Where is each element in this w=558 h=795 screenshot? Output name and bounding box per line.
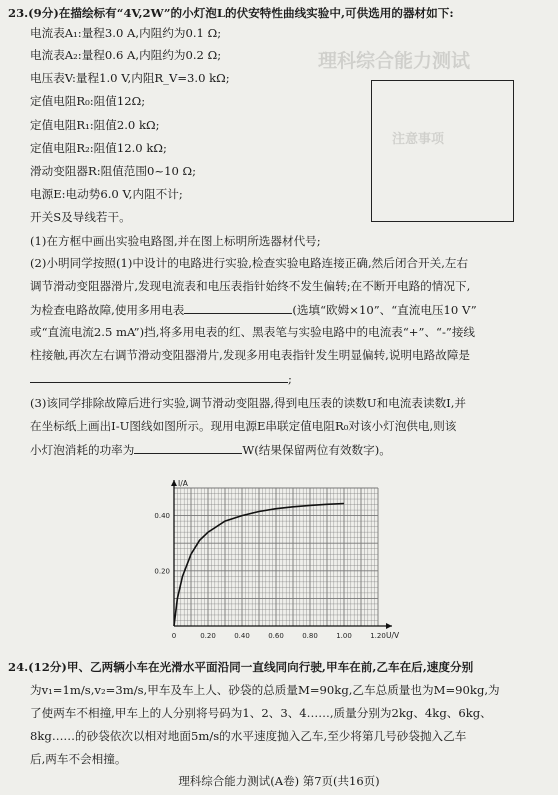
- x-tick-label: 0.40: [234, 632, 250, 640]
- q24-line3: 了使两车不相撞,甲车上的人分别将号码为1、2、3、4……,质量分别为2kg、4kg、6kg、: [30, 706, 492, 720]
- x-axis-arrow: [386, 623, 392, 629]
- q23-part2-line2: 调节滑动变阻器滑片,发现电流表和电压表指针始终不发生偏转;在不断开电路的情况下,: [30, 279, 471, 293]
- q24-line5: 后,两车不会相撞。: [30, 752, 127, 766]
- q23-part2-line3-tail: (选填“欧姆×10”、“直流电压10 V”: [292, 303, 477, 317]
- q23-part2-line5: 柱接触,再次左右调节滑动变阻器滑片,发现多用电表指针发生明显偏转,说明电路故障是: [30, 348, 471, 362]
- bleed-through-title: 理科综合能力测试: [318, 50, 471, 72]
- x-tick-label: 0: [171, 632, 177, 640]
- q23-part3-line3-tail: W(结果保留两位有效数字)。: [242, 443, 391, 457]
- q23-item-7: 滑动变阻器R:阻值范围0~10 Ω;: [30, 164, 197, 178]
- circuit-diagram-box[interactable]: [371, 80, 514, 222]
- q24-line1: 24.(12分)甲、乙两辆小车在光滑水平面沿同一直线同向行驶,甲车在前,乙车在后,速度分别: [8, 660, 474, 674]
- q23-item-4: 定值电阻R₀:阻值12Ω;: [30, 94, 146, 108]
- iu-curve-chart: [140, 474, 400, 654]
- y-axis-arrow: [171, 480, 177, 486]
- x-axis-label: U/V: [386, 631, 400, 640]
- y-axis-label: I/A: [178, 479, 188, 488]
- q23-part3-line3-text: 小灯泡消耗的功率为: [30, 443, 135, 457]
- x-tick-label: 0.80: [302, 632, 318, 640]
- q23-item-3: 电压表V:量程1.0 V,内阻R_V=3.0 kΩ;: [30, 71, 230, 85]
- q23-part2-line1: (2)小明同学按照(1)中设计的电路进行实验,检查实验电路连接正确,然后闭合开关,左右: [30, 256, 469, 270]
- y-tick-label: 0.20: [154, 567, 170, 576]
- q23-part3-line3: [30, 442, 391, 458]
- answer-blank-meter-setting[interactable]: [184, 302, 292, 314]
- x-tick-label: 0.60: [268, 632, 284, 640]
- q23-part2-end: ;: [288, 372, 292, 386]
- x-tick-label: 1.00: [336, 632, 352, 640]
- q23-header: 23.(9分)在描绘标有“4V,2W”的小灯泡L的伏安特性曲线实验中,可供选用的器材如下:: [8, 6, 454, 20]
- q23-item-5: 定值电阻R₁:阻值2.0 kΩ;: [30, 118, 160, 132]
- page-footer: 理科综合能力测试(A卷) 第7页(共16页): [178, 774, 380, 788]
- q24-line4: 8kg……的砂袋依次以相对地面5m/s的水平速度抛入乙车,至少将第几号砂袋抛入乙车: [30, 729, 467, 743]
- q23-part2-line3: [30, 302, 477, 318]
- q23-item-8: 电源E:电动势6.0 V,内阻不计;: [30, 187, 183, 201]
- q23-part2-line4: 或“直流电流2.5 mA”)挡,将多用电表的红、黑表笔与实验电路中的电流表“+”、“-”接线: [30, 325, 476, 339]
- x-tick-label: 0.20: [200, 632, 216, 640]
- answer-blank-fault[interactable]: [30, 371, 288, 383]
- q23-part2-line3-text: 为检查电路故障,使用多用电表: [30, 303, 185, 317]
- q23-part1: (1)在方框中画出实验电路图,并在图上标明所选器材代号;: [30, 234, 321, 248]
- bleed-through-note: 注意事项: [392, 132, 445, 147]
- x-tick-label: 1.20: [370, 632, 386, 640]
- q23-item-1: 电流表A₁:量程3.0 A,内阻约为0.1 Ω;: [30, 26, 222, 40]
- q23-item-2: 电流表A₂:量程0.6 A,内阻约为0.2 Ω;: [30, 48, 222, 62]
- q23-part2-line6: [30, 371, 292, 387]
- q23-item-6: 定值电阻R₂:阻值12.0 kΩ;: [30, 141, 167, 155]
- q23-item-9: 开关S及导线若干。: [30, 210, 131, 224]
- q23-part3-line2: 在坐标纸上画出I-U图线如图所示。现用电源E串联定值电阻R₀对该小灯泡供电,则该: [30, 419, 457, 433]
- answer-blank-power[interactable]: [134, 442, 242, 454]
- q24-line2: 为v₁=1m/s,v₂=3m/s,甲车及车上人、砂袋的总质量M=90kg,乙车总质量也为M=90kg,为: [30, 683, 500, 697]
- y-tick-label: 0.40: [154, 512, 170, 521]
- q23-part3-line1: (3)该同学排除故障后进行实验,调节滑动变阻器,得到电压表的读数U和电流表读数I,并: [30, 396, 467, 410]
